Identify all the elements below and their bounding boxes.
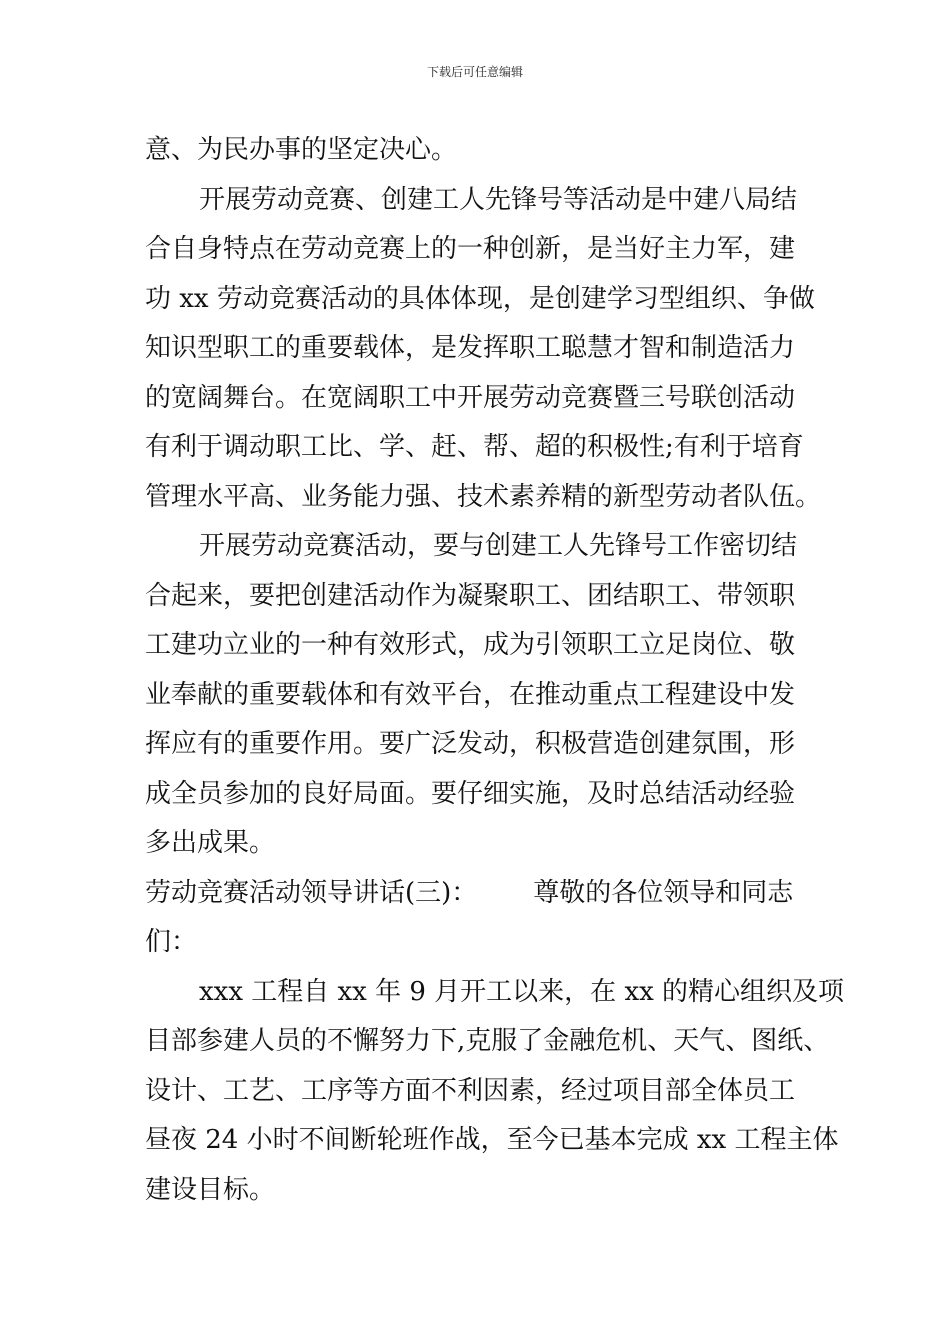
section-heading-line xyxy=(145,869,815,919)
section-heading-salutation: 尊敬的各位领导和同志 xyxy=(533,877,794,908)
paragraph-line: 目部参建人员的不懈努力下,克服了金融危机、天气、图纸、 xyxy=(145,1026,830,1056)
paragraph-line: 设计、工艺、工序等方面不利因素，经过项目部全体员工 xyxy=(145,1075,796,1106)
paragraph-line: xxx 工程自 xx 年 9 月开工以来，在 xx 的精心组织及项 xyxy=(199,976,845,1007)
paragraph-line: 意、为民办事的坚定决心。 xyxy=(145,135,458,165)
paragraph-line: 多出成果。 xyxy=(145,828,276,858)
paragraph-line: 们： xyxy=(145,927,198,957)
paragraph-line: 功 xx 劳动竞赛活动的具体体现，是创建学习型组织、争做 xyxy=(145,283,815,314)
paragraph-line: 昼夜 24 小时不间断轮班作战，至今已基本完成 xx 工程主体 xyxy=(145,1125,839,1155)
page-header: 下载后可任意编辑 xyxy=(426,65,523,79)
paragraph-line: 知识型职工的重要载体，是发挥职工聪慧才智和制造活力 xyxy=(145,333,796,363)
paragraph-line: 开展劳动竞赛、创建工人先锋号等活动是中建八局结 xyxy=(199,184,798,215)
paragraph-line: 工建功立业的一种有效形式，成为引领职工立足岗位、敬 xyxy=(145,630,796,660)
paragraph-line: 挥应有的重要作用。要广泛发动，积极营造创建氛围，形 xyxy=(145,729,796,759)
paragraph-line: 合自身特点在劳动竞赛上的一种创新，是当好主力军，建 xyxy=(145,234,796,264)
paragraph-line: 有利于调动职工比、学、赶、帮、超的积极性;有利于培育 xyxy=(145,432,804,462)
paragraph-line: 的宽阔舞台。在宽阔职工中开展劳动竞赛暨三号联创活动 xyxy=(145,382,796,413)
paragraph-line: 开展劳动竞赛活动，要与创建工人先锋号工作密切结 xyxy=(199,531,798,561)
paragraph-line: 业奉献的重要载体和有效平台，在推动重点工程建设中发 xyxy=(145,679,796,710)
paragraph-line: 成全员参加的良好局面。要仔细实施，及时总结活动经验 xyxy=(145,778,796,809)
paragraph-line: 管理水平高、业务能力强、技术素养精的新型劳动者队伍。 xyxy=(145,481,822,512)
section-heading-title: 劳动竞赛活动领导讲话(三)： xyxy=(145,877,478,908)
paragraph-line: 合起来，要把创建活动作为凝聚职工、团结职工、带领职 xyxy=(145,580,796,611)
paragraph-line: 建设目标。 xyxy=(145,1174,276,1205)
document-body xyxy=(145,126,845,1215)
